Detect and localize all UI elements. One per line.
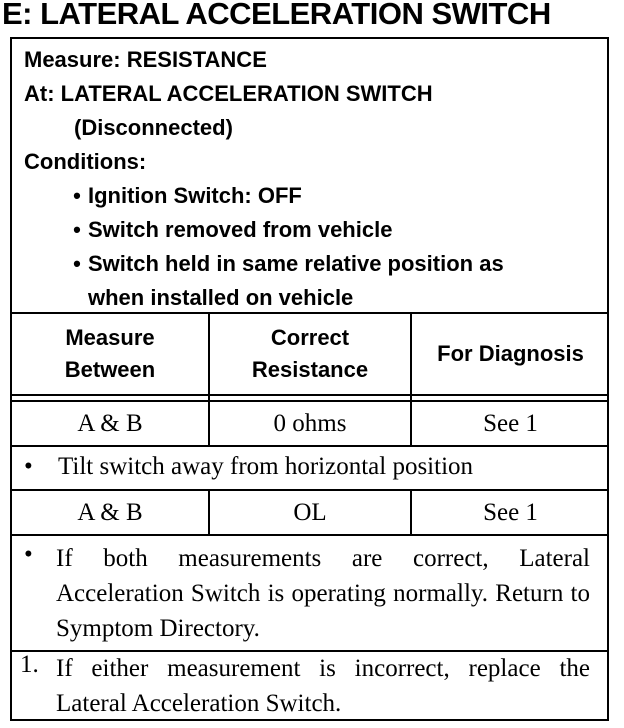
page-title: E: LATERAL ACCELERATION SWITCH xyxy=(2,0,551,31)
note-result-fail: If either measurement is incorrect, replace the Lateral Acceleration Switch. xyxy=(56,655,590,717)
column-header-line: Resistance xyxy=(251,357,369,382)
column-header-line: Correct xyxy=(270,325,350,350)
column-header-correct-resistance xyxy=(210,314,410,394)
table-cell-between: A & B xyxy=(77,409,143,437)
table-cell-diagnosis: See 1 xyxy=(483,498,538,526)
table-cell-resistance: OL xyxy=(293,498,327,526)
table-header-row xyxy=(12,314,607,394)
step-bullet: • xyxy=(24,453,33,480)
header-rule xyxy=(12,394,607,396)
table-cell-resistance: 0 ohms xyxy=(273,409,347,437)
row-rule xyxy=(12,534,607,536)
location-line: At: LATERAL ACCELERATION SWITCH xyxy=(24,81,433,106)
note-result-ok: If both measurements are correct, Lateral Acceleration Switch is operating normally. Return to Symptom Directory. xyxy=(56,545,590,642)
condition-item: • Ignition Switch: OFF xyxy=(66,179,302,213)
test-procedure-box xyxy=(10,37,609,721)
table-cell-between: A & B xyxy=(77,498,143,526)
column-header-line: Measure xyxy=(65,325,155,350)
table-cell-diagnosis: See 1 xyxy=(483,409,538,437)
column-header-measure-between xyxy=(12,314,208,394)
step-instruction: Tilt switch away from horizontal position xyxy=(58,453,474,480)
row-rule xyxy=(12,445,607,447)
location-sub-line: (Disconnected) xyxy=(74,115,233,140)
column-header-for-diagnosis xyxy=(412,314,609,394)
note-number: 1. xyxy=(20,651,39,678)
conditions-label: Conditions: xyxy=(24,149,147,174)
condition-item: • Switch removed from vehicle xyxy=(66,213,392,247)
note-bullet: • xyxy=(24,541,33,568)
column-header-line: Between xyxy=(64,357,156,382)
condition-item: • Switch held in same relative position as xyxy=(66,247,504,281)
condition-item-continuation: when installed on vehicle xyxy=(88,285,354,310)
measure-line: Measure: RESISTANCE xyxy=(24,47,267,72)
test-header xyxy=(12,39,607,314)
column-header-line: For Diagnosis xyxy=(437,341,584,366)
